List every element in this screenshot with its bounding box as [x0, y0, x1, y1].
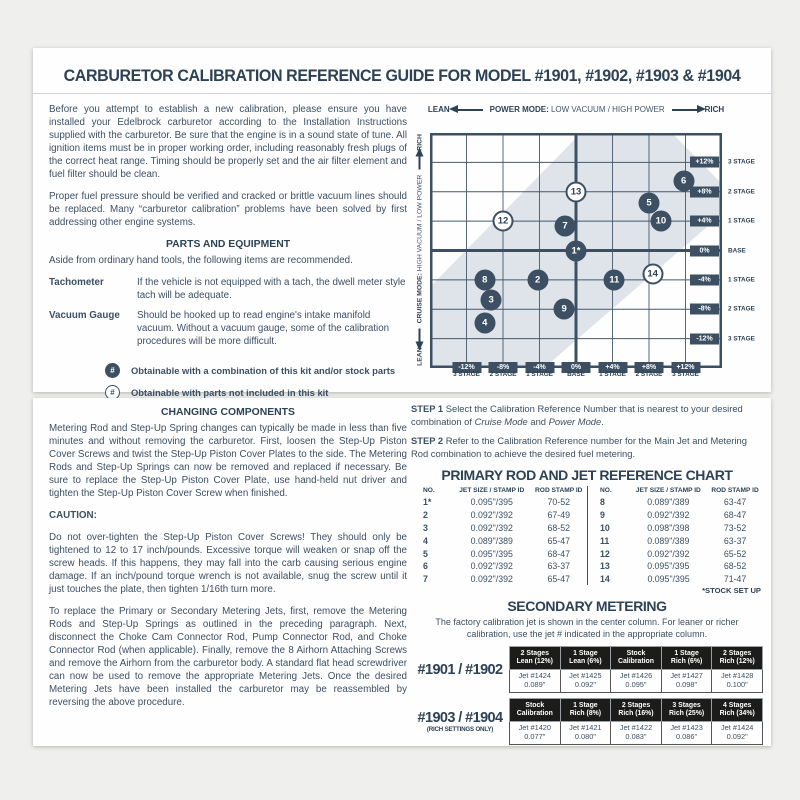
- step-1: [411, 403, 763, 428]
- reference-chart-column: [411, 403, 763, 750]
- rod-stamp-id: 67-49: [547, 510, 570, 521]
- rod-stamp-id: 63-47: [723, 497, 747, 508]
- secondary-col-header: [560, 647, 611, 669]
- secondary-col-header: [510, 699, 561, 721]
- y-tick-box: -8%: [690, 304, 719, 315]
- secondary-col-header: [560, 699, 611, 721]
- secondary-tables: [411, 646, 763, 745]
- changing-components-column: [49, 405, 407, 718]
- jet-size: 0.092": [726, 732, 748, 742]
- primary-table-row: [588, 573, 764, 586]
- header-line-2: Rich (34%): [719, 710, 755, 718]
- chart-point-4: 4: [474, 313, 495, 334]
- chart-point-5: 5: [639, 192, 660, 213]
- x-stage-label: 3 STAGE: [672, 371, 699, 378]
- secondary-jet-table-1901-1902: [509, 646, 763, 693]
- model-sublabel: (RICH SETTINGS ONLY): [426, 726, 494, 734]
- jet-number: Jet #1427: [670, 671, 703, 681]
- title-divider: [33, 93, 771, 94]
- y-stage-label: 3 STAGE: [728, 158, 755, 166]
- arrow-left-icon: [457, 109, 483, 111]
- changing-paragraph-1: Metering Rod and Step-Up Spring changes can typically be made in less than five minutes and without removing the carburetor. First, loosen the Step-Up Piston Cover Screws and twist the Step-Up Piston Cover Plates to the side. The Metering Rods and Step-Up Springs can now be removed and replaced if necessary. Be sure to replace the Step-Up Piston Cover Plate, use hand-held nut driver and tighten the Step-Up Piston Cover Screw when finished.: [49, 423, 407, 499]
- jet-size-stamp-id: 0.095"/395: [470, 548, 513, 559]
- secondary-col-header: [611, 647, 662, 669]
- jet-size-stamp-id: 0.089"/389: [647, 497, 690, 508]
- jet-size: 0.086": [676, 732, 698, 742]
- lean-label: LEAN: [427, 105, 450, 114]
- rod-stamp-id: 65-52: [723, 548, 747, 559]
- caution-paragraph: Do not over-tighten the Step-Up Piston Cover Screws! They should only be tightened to 12 to 17 inch/pounds. Excessive torque will weaken or snap off the screw heads. If this happens, they may fall into the carb causing serious engine damage. If an inch/pound torque wrench is not available, snug the screw until it just touches the plate, then tighten 1/16th turn more.: [49, 532, 407, 595]
- parts-term: Tachometer: [49, 277, 104, 288]
- cruise-mode-italic: Cruise Mode: [474, 415, 528, 427]
- primary-table-row: [411, 573, 587, 586]
- calibration-number: 2: [423, 510, 428, 521]
- intro-paragraph-2: Proper fuel pressure should be verified and cracked or brittle vacuum lines should be replaced. Many “carburetor calibration” problems have been solved by first addressing other engine systems.: [49, 191, 407, 228]
- header-line-1: Stock: [525, 701, 545, 709]
- x-tick-box: +4%: [598, 362, 627, 373]
- rod-stamp-id: 63-37: [723, 535, 747, 546]
- secondary-col-header: [661, 699, 712, 721]
- calibration-number: 10: [600, 522, 610, 533]
- jet-size-stamp-id: 0.092"/392: [470, 574, 513, 585]
- secondary-jet-table-1903-1904: [509, 698, 763, 745]
- power-mode-italic: Power Mode: [548, 415, 602, 427]
- rich-label: RICH: [704, 105, 725, 114]
- calibration-number: 12: [600, 548, 610, 559]
- chart-point-7: 7: [555, 215, 576, 236]
- model-label-box: [411, 710, 509, 733]
- secondary-row-1901-1902: [411, 646, 763, 693]
- power-mode-rest: LOW VACUUM / HIGH POWER: [548, 105, 665, 114]
- primary-table-row: [411, 522, 587, 535]
- jet-cell: [712, 721, 763, 745]
- model-label: #1901 / #1902: [417, 661, 503, 678]
- power-mode-bold: POWER MODE:: [489, 105, 549, 114]
- calibration-reference-plot: [430, 133, 722, 371]
- y-tick-box: +8%: [690, 186, 719, 197]
- arrow-left-icon: [419, 328, 421, 342]
- y-stage-label: BASE: [728, 247, 746, 254]
- col-header-no: NO.: [600, 487, 612, 494]
- jet-size-stamp-id: 0.092"/392: [470, 561, 513, 572]
- lean-label: LEAN: [416, 347, 423, 366]
- header-line-2: Calibration: [617, 658, 654, 666]
- y-tick-box: 0%: [690, 245, 719, 256]
- guide-bottom-sheet: [33, 398, 771, 746]
- secondary-note-line-2: calibration, use the jet # indicated in the appropriate column.: [466, 628, 708, 639]
- jet-size-stamp-id: 0.098"/398: [647, 522, 690, 533]
- jet-number: Jet #1420: [518, 723, 552, 733]
- chart-point-3: 3: [481, 289, 502, 310]
- calibration-number: 13: [600, 561, 610, 572]
- header-line-1: 2 Stages: [520, 649, 549, 657]
- rod-stamp-id: 73-52: [723, 522, 747, 533]
- secondary-value-row: [510, 669, 763, 693]
- calibration-number: 1*: [423, 497, 432, 508]
- primary-table-row: [588, 496, 764, 509]
- x-stage-label: BASE: [567, 371, 585, 378]
- header-line-1: 4 Stages: [723, 701, 752, 709]
- header-line-2: Rich (12%): [719, 658, 755, 666]
- x-axis-stage-labels: [430, 371, 722, 381]
- header-line-2: Rich (6%): [670, 658, 703, 666]
- secondary-col-header: [611, 699, 662, 721]
- jet-size: 0.083": [625, 732, 647, 742]
- secondary-value-row: [510, 721, 763, 745]
- jet-cell: [611, 669, 662, 693]
- arrow-right-icon: [672, 109, 698, 111]
- intro-paragraph-1: Before you attempt to establish a new calibration, please ensure you have installed your Edelbrock carburetor according to the Installation Instructions supplied with the carburetor. Be sure that the engine is in a sound state of tune. All ignition items must be in proper working order, including reasonably fresh plugs of the correct heat range. Timing should be properly set and the air filter element and fuel filter should be clean.: [49, 104, 407, 180]
- calibration-number: 6: [423, 561, 428, 572]
- rod-stamp-id: 63-37: [547, 561, 570, 572]
- jet-size-stamp-id: 0.095"/395: [647, 561, 690, 572]
- calibration-number: 9: [600, 510, 605, 521]
- jet-size: 0.095": [625, 680, 647, 690]
- changing-components-heading: CHANGING COMPONENTS: [161, 407, 295, 418]
- jet-cell: [560, 669, 611, 693]
- guide-top-sheet: [33, 48, 771, 398]
- header-line-1: 3 Stages: [672, 701, 701, 709]
- kit-legend: [49, 363, 407, 400]
- intro-column: [49, 103, 407, 407]
- step-1-text: .: [601, 415, 604, 427]
- power-mode-text: [490, 105, 665, 114]
- secondary-row-1903-1904: [411, 698, 763, 745]
- x-tick-box: 0%: [562, 362, 591, 373]
- legend-item-kit-parts: [105, 363, 407, 378]
- primary-chart-heading: PRIMARY ROD AND JET REFERENCE CHART: [441, 467, 733, 483]
- secondary-header-row: [510, 699, 763, 721]
- primary-table-row: [588, 547, 764, 560]
- primary-table-row: [588, 509, 764, 522]
- primary-table-row: [411, 496, 587, 509]
- y-stage-label: 2 STAGE: [728, 305, 755, 313]
- page-title: CARBURETOR CALIBRATION REFERENCE GUIDE FOR MODEL #1901, #1902, #1903 & #1904: [63, 67, 741, 85]
- jet-size-stamp-id: 0.089"/389: [647, 535, 690, 546]
- parts-equipment-heading: PARTS AND EQUIPMENT: [165, 239, 291, 250]
- calibration-number: 4: [423, 535, 428, 546]
- y-tick-box: +4%: [690, 216, 719, 227]
- header-line-1: 1 Stage: [573, 649, 598, 657]
- jet-size: 0.100": [726, 680, 748, 690]
- jet-size-stamp-id: 0.095"/395: [470, 497, 513, 508]
- col-header-jet: JET SIZE / STAMP ID: [459, 487, 525, 494]
- header-line-2: Lean (6%): [569, 658, 602, 666]
- primary-table-left-half: [411, 486, 587, 585]
- parts-item-tachometer: [49, 276, 407, 302]
- cruise-mode-rest: HIGH VACUUM / LOW POWER: [416, 174, 423, 274]
- x-tick-box: -4%: [525, 362, 554, 373]
- header-line-1: 1 Stage: [674, 649, 699, 657]
- jet-size-stamp-id: 0.092"/392: [647, 548, 690, 559]
- header-line-2: Rich (25%): [668, 710, 705, 718]
- col-header-rod: ROD STAMP ID: [535, 487, 583, 494]
- secondary-note-line-1: The factory calibration jet is shown in the center column. For leaner or richer: [435, 617, 739, 628]
- y-stage-label: 1 STAGE: [728, 276, 755, 284]
- model-label: #1903 / #1904: [417, 710, 503, 727]
- rich-label: RICH: [416, 134, 423, 151]
- secondary-col-header: [712, 647, 763, 669]
- primary-table-row: [588, 534, 764, 547]
- header-line-2: Rich (16%): [618, 710, 654, 718]
- y-tick-box: +12%: [690, 157, 719, 168]
- jet-size-stamp-id: 0.092"/392: [470, 522, 513, 533]
- primary-table-row: [411, 547, 587, 560]
- x-stage-label: 1 STAGE: [599, 371, 626, 378]
- jet-size: 0.089": [524, 680, 546, 690]
- chart-point-1: 1*: [566, 240, 587, 261]
- y-stage-label: 2 STAGE: [728, 188, 755, 196]
- parts-description: If the vehicle is not equipped with a tach, the dwell meter style tach will be adequate.: [137, 277, 406, 301]
- chart-point-6: 6: [673, 171, 694, 192]
- calibration-number: 11: [600, 535, 610, 546]
- open-hash-circle-icon: #: [105, 385, 120, 400]
- primary-table-right-half: [587, 486, 763, 585]
- cruise-mode-axis-label: [414, 132, 426, 369]
- x-tick-box: -8%: [489, 362, 518, 373]
- rod-stamp-id: 71-47: [723, 574, 747, 585]
- step-2: [411, 435, 763, 460]
- x-stage-label: 2 STAGE: [635, 371, 663, 378]
- x-stage-label: 1 STAGE: [526, 371, 553, 378]
- chart-point-9: 9: [554, 299, 575, 320]
- secondary-col-header: [661, 647, 712, 669]
- step-1-text: and: [527, 415, 549, 427]
- x-stage-label: 2 STAGE: [489, 371, 517, 378]
- parts-intro: Aside from ordinary hand tools, the following items are recommended.: [49, 255, 353, 266]
- legend-text: Obtainable with parts not included in this kit: [131, 387, 329, 398]
- calibration-number: 5: [423, 548, 428, 559]
- jet-size: 0.080": [574, 732, 596, 742]
- rod-stamp-id: 68-47: [547, 548, 570, 559]
- header-line-1: 2 Stages: [621, 701, 651, 709]
- y-stage-label: 3 STAGE: [728, 335, 755, 343]
- step-2-label: STEP 2: [411, 435, 444, 446]
- jet-number: Jet #1426: [619, 671, 653, 681]
- filled-hash-circle-icon: #: [105, 363, 120, 378]
- jet-size-stamp-id: 0.095"/395: [647, 574, 690, 585]
- rod-stamp-id: 68-47: [723, 510, 747, 521]
- col-header-jet: JET SIZE / STAMP ID: [635, 487, 701, 494]
- jet-cell: [510, 721, 561, 745]
- parts-item-vacuum-gauge: [49, 309, 407, 348]
- primary-table-row: [588, 560, 764, 573]
- primary-table-row: [411, 509, 587, 522]
- step-1-label: STEP 1: [411, 403, 444, 414]
- calibration-number: 14: [600, 574, 610, 585]
- primary-table-row: [588, 522, 764, 535]
- rod-stamp-id: 65-47: [547, 535, 570, 546]
- power-mode-axis-label: [418, 105, 734, 114]
- chart-point-8: 8: [474, 269, 495, 290]
- cruise-mode-bold: CRUISE MODE:: [416, 273, 423, 324]
- secondary-col-header: [712, 699, 763, 721]
- jet-size-stamp-id: 0.089"/389: [470, 535, 513, 546]
- jet-number: Jet #1421: [569, 723, 602, 733]
- stock-setup-footnote: *STOCK SET UP: [702, 586, 761, 596]
- jet-size: 0.098": [676, 680, 698, 690]
- chart-point-12: 12: [493, 211, 514, 232]
- cruise-mode-text: [416, 175, 423, 324]
- jet-cell: [712, 669, 763, 693]
- x-tick-box: +8%: [635, 362, 664, 373]
- y-axis-stage-labels: [728, 133, 770, 368]
- header-line-2: Lean (12%): [516, 658, 553, 666]
- jet-number: Jet #1423: [670, 723, 703, 733]
- jet-size: 0.092": [574, 680, 596, 690]
- legend-text: Obtainable with a combination of this kit and/or stock parts: [131, 365, 396, 376]
- secondary-metering-heading: SECONDARY METERING: [507, 598, 667, 615]
- col-header-no: NO.: [423, 487, 435, 494]
- x-stage-label: 3 STAGE: [453, 371, 480, 378]
- jet-cell: [611, 721, 662, 745]
- jet-cell: [661, 721, 712, 745]
- header-line-1: 2 Stages: [723, 649, 752, 657]
- rod-stamp-id: 68-52: [547, 522, 570, 533]
- calibration-number: 8: [600, 497, 605, 508]
- x-tick-box: +12%: [671, 362, 700, 373]
- calibration-number: 3: [423, 522, 428, 533]
- jet-number: Jet #1425: [569, 671, 602, 681]
- step-2-text: Refer to the Calibration Reference number for the Main Jet and Metering Rod combination to achieve the desired fuel metering.: [411, 435, 747, 459]
- y-tick-box: -4%: [690, 274, 719, 285]
- chart-point-2: 2: [527, 269, 548, 290]
- primary-table-row: [411, 534, 587, 547]
- jet-cell: [661, 669, 712, 693]
- jet-number: Jet #1422: [619, 723, 653, 733]
- header-line-1: 1 Stage: [573, 701, 598, 709]
- primary-reference-table: [411, 486, 763, 585]
- rod-stamp-id: 70-52: [547, 497, 570, 508]
- model-label-box: [411, 662, 509, 678]
- primary-table-row: [411, 560, 587, 573]
- header-line-2: Calibration: [516, 710, 553, 718]
- secondary-col-header: [510, 647, 561, 669]
- chart-point-10: 10: [650, 211, 671, 232]
- parts-description: Should be hooked up to read engine's intake manifold vacuum. Without a vacuum gauge, some of the calibration procedures will be more difficult.: [137, 310, 390, 347]
- calibration-number: 7: [423, 574, 428, 585]
- secondary-header-row: [510, 647, 763, 669]
- caution-heading: CAUTION:: [49, 510, 97, 521]
- chart-point-11: 11: [604, 269, 625, 290]
- jet-number: Jet #1424: [720, 723, 754, 733]
- chart-point-14: 14: [642, 264, 663, 285]
- jet-number: Jet #1424: [518, 671, 552, 681]
- jet-cell: [560, 721, 611, 745]
- jet-cell: [510, 669, 561, 693]
- x-tick-box: -12%: [452, 362, 481, 373]
- rod-stamp-id: 68-52: [723, 561, 747, 572]
- header-line-2: Rich (8%): [569, 710, 602, 718]
- header-line-1: Stock: [626, 649, 646, 657]
- y-tick-box: -12%: [690, 333, 719, 344]
- jet-size: 0.077": [524, 732, 546, 742]
- chart-point-13: 13: [566, 181, 587, 202]
- jet-number: Jet #1428: [720, 671, 754, 681]
- col-header-rod: ROD STAMP ID: [711, 487, 759, 494]
- changing-paragraph-2: To replace the Primary or Secondary Metering Jets, first, remove the Metering Rods and Step-Up Springs as outlined in the preceding paragraph. Next, disconnect the Choke Cam Connector Rod, Pump Connector Rod, and Choke Connector Rod (when applicable). Finally, remove the 8 Airhorn Attaching Screws and remove the Airhorn from the carburetor body. A standard flat head screwdriver can now be used to remove the appropriate Metering Jets. Once the desired Metering Jets have been installed the carburetor may be reassembled by reversing the above procedure.: [49, 606, 407, 708]
- jet-size-stamp-id: 0.092"/392: [647, 510, 690, 521]
- parts-term: Vacuum Gauge: [49, 310, 120, 321]
- rod-stamp-id: 65-47: [547, 574, 570, 585]
- step-1-text: Select the Calibration Reference Number that is nearest to your desired combination of: [411, 403, 743, 427]
- jet-size-stamp-id: 0.092"/392: [470, 510, 513, 521]
- y-stage-label: 1 STAGE: [728, 217, 755, 225]
- arrow-right-icon: [419, 156, 421, 170]
